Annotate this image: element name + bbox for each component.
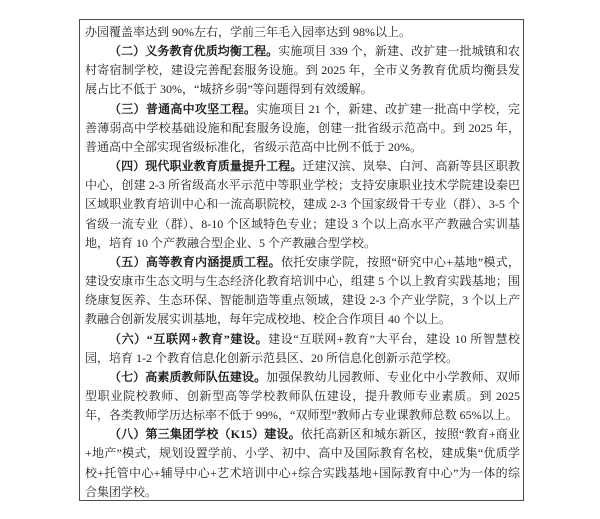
paragraph-heading: （二）义务教育优质均衡工程。 — [109, 44, 279, 59]
paragraph — [85, 100, 520, 157]
paragraph-body: 建设“互联网+教育”大平台，建设 10 所智慧校园，培育 1-2 个教育信息化创新示范县区、20 所信息化创新示范学校。 — [85, 331, 521, 365]
paragraph-body: 迁建汉滨、岚皋、白河、高新等县区职教中心，创建 2-3 所省级高水平示范中等职业学校；支持安康职业技术学院建设秦巴区域职业教育培训中心和一流高职院校，建成 2-3 个国家级骨干专业（群）、3-5 个省级一流专业（群）、8-10 个区域特色专业；建设 3 个以上高水平产教融合实训基地，培育 10 个产教融合型企业、5 个产教融合型学校。 — [85, 159, 520, 250]
paragraph-heading: （四）现代职业教育质量提升工程。 — [109, 159, 303, 174]
paragraph-body: 办园覆盖率达到 90%左右，学前三年毛入园率达到 98%以上。 — [85, 25, 411, 39]
paragraph — [85, 330, 520, 368]
paragraph-heading: （八）第三集团学校（K15）建设。 — [109, 427, 301, 442]
paragraph-body: 实施项目 339 个，新建、改扩建一批城镇和农村寄宿制学校，建设完善配套服务设施。到 2025 年，全市义务教育优质均衡县发展占比不低于 30%，“城挤乡弱”等问题得到有效缓解。 — [85, 44, 520, 97]
paragraph — [85, 157, 520, 253]
document-page — [79, 19, 524, 501]
paragraph-heading: （七）高素质教师队伍建设。 — [109, 369, 267, 384]
paragraph-heading: （三）普通高中攻坚工程。 — [109, 101, 257, 116]
paragraph-heading: （五）高等教育内涵提质工程。 — [109, 254, 281, 269]
paragraph — [85, 425, 520, 501]
paragraph-heading: （六）“互联网+教育”建设。 — [109, 331, 269, 346]
paragraph — [85, 368, 520, 425]
paragraph — [85, 253, 520, 330]
paragraph-body: 实施项目 21 个，新建、改扩建一批高中学校，完善薄弱高中学校基础设施和配套服务设施，创建一批省级示范高中。到 2025 年，普通高中全部实现省级标准化，省级示范高中比例不低于 20%。 — [85, 101, 520, 154]
paragraph — [85, 42, 520, 99]
paragraph-body: 加强保教幼儿园教师、专业化中小学教师、双师型职业院校教师、创新型高等学校教师队伍建设，提升教师专业素质。到 2025 年，各类教师学历达标率不低于 99%，“双师型”教师占专业课教师总数 65%以上。 — [85, 369, 520, 423]
paragraph-body: 依托安康学院，按照“研究中心+基地”模式，建设安康市生态文明与生态经济化教育培训中心，组建 5 个以上教育实践基地；围绕康复医养、生态环保、智能制造等重点领域，建设 2-3 个产业学院，3 个以上产教融合创新发展实训基地，每年完成校地、校企合作项目 40 个以上。 — [85, 254, 520, 327]
paragraph-body: 依托高新区和城东新区，按照“教育+商业+地产”模式，规划设置学前、小学、初中、高中及国际教育名校，建成集“优质学校+托管中心+辅导中心+艺术培训中心+综合实践基地+国际教育中心”为一体的综合集团学校。 — [85, 427, 520, 499]
paragraph-continuation — [85, 23, 520, 42]
